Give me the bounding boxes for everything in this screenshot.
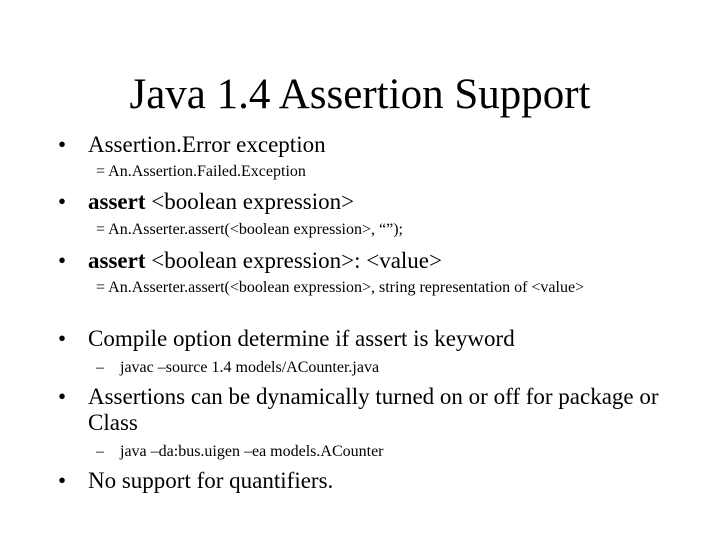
- sub-item-asserter-assert: = An.Asserter.assert(<boolean expression>, “”);: [96, 221, 403, 238]
- bullet-item-compile-option: Compile option determine if assert is keyword: [88, 326, 515, 351]
- bullet-item-dynamic-assertions: Assertions can be dynamically turned on or off for package or Class: [88, 384, 659, 435]
- bullet-icon: •: [58, 248, 67, 273]
- bullet-item-assertion-error: Assertion.Error exception: [88, 132, 326, 157]
- dash-icon: –: [96, 359, 104, 376]
- bullet-icon: •: [58, 132, 67, 157]
- assert-expression-value-text: <boolean expression>: <value>: [145, 248, 442, 273]
- bullet-icon: •: [58, 384, 67, 409]
- assert-keyword: assert: [88, 248, 146, 273]
- bullet-icon: •: [58, 326, 67, 351]
- assert-expression-text: <boolean expression>: [145, 189, 355, 214]
- sub-item-javac-source: javac –source 1.4 models/ACounter.java: [120, 359, 380, 376]
- bullet-item-assert-expression: [88, 189, 688, 215]
- sub-item-asserter-assert-string: = An.Asserter.assert(<boolean expression>, string representation of <value>: [96, 279, 585, 296]
- sub-item-assertion-failed-exception: = An.Assertion.Failed.Exception: [96, 163, 306, 180]
- assert-keyword: assert: [88, 189, 146, 214]
- bullet-icon: •: [58, 468, 67, 493]
- bullet-icon: •: [58, 189, 67, 214]
- sub-item-java-da-ea: java –da:bus.uigen –ea models.ACounter: [120, 443, 384, 460]
- dash-icon: –: [96, 443, 104, 460]
- bullet-item-no-quantifiers: No support for quantifiers.: [88, 468, 334, 493]
- bullet-item-assert-expression-value: [88, 248, 688, 274]
- slide-title: Java 1.4 Assertion Support: [129, 71, 591, 118]
